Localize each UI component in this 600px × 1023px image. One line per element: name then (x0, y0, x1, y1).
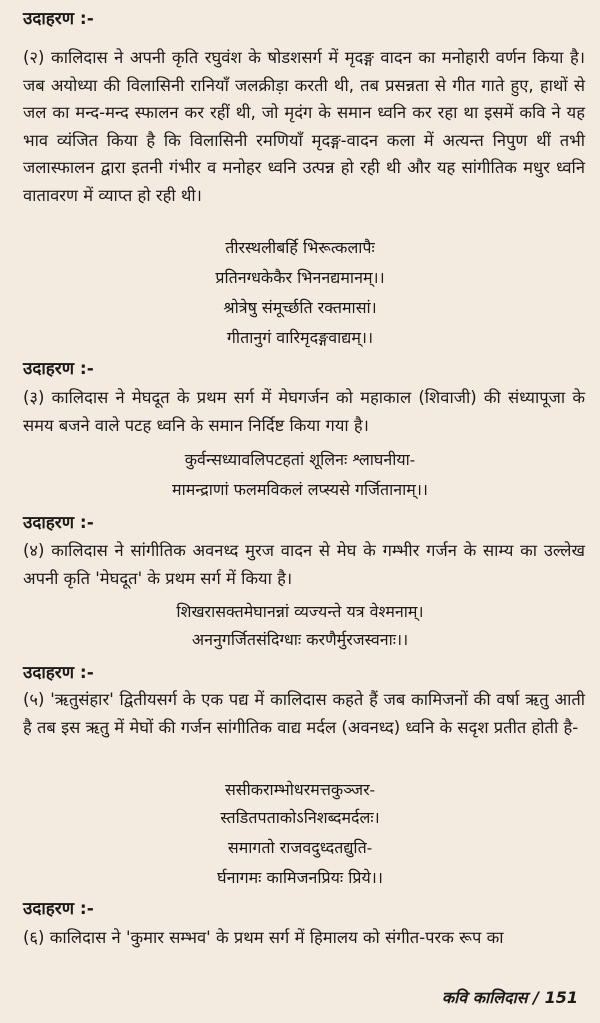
verse-line: र्घनागमः कामिजनप्रियः प्रिये।। (217, 868, 383, 887)
example-label: उदाहरण :- (23, 899, 94, 919)
example-2-paragraph: (२) कालिदास ने अपनी कृति रघुवंश के षोडशसर्ग में मृदङ्ग वादन का मनोहारी वर्णन किया है। जब अयोध्या की विलासिनी रानियाँ जलक्रीड़ा करती थी, तब प्रसन्नता से गीत गाते हुए, हाथों से जल का मन्द-मन्द स्फालन कर रहीं थी, जो मृदंग के समान ध्वनि कर रहा था इसमें कवि ने यह भाव व्यंजित किया है कि विलासिनी रमणियाँ मृदङ्ग-वादन कला में अत्यन्त निपुण थीं तभी जलास्फालन द्वारा इतनी गंभीर व मनोहर ध्वनि उत्पन्न हो रही थी और यह सांगीतिक मधुर ध्वनि वातावरण में व्याप्त हो रही थी। (23, 48, 585, 205)
verse-line: समागतो राजवदुध्दतद्युति- (227, 838, 373, 857)
verse-line: अननुगर्जितसंदिग्धाः करणैर्मुरजस्वनाः।। (191, 630, 409, 649)
verse-line: ससीकराम्भोधरमत्तकुञ्जर- (224, 780, 376, 799)
verse-line: स्तडितपताकोऽनिशब्दमर्दलः। (220, 808, 380, 827)
verse-line: शिखरासक्तमेघानन्नां व्यज्यन्ते यत्र वेश्मनाम्। (176, 602, 424, 621)
verse-line: तीरस्थलीबर्हि भिरूत्कलापैः (225, 238, 375, 257)
example-label: उदाहरण :- (23, 513, 94, 533)
example-label: उदाहरण :- (23, 359, 94, 379)
verse-line: श्रोत्रेषु संमूर्च्छति रक्तमासां। (223, 298, 377, 317)
example-3-paragraph: (३) कालिदास ने मेघदूत के प्रथम सर्ग में मेघगर्जन को महाकाल (शिवाजी) की संध्यापूजा के समय बजने वाले पटह ध्वनि के समान निर्दिष्ट किया गया है। (23, 388, 585, 435)
example-6-paragraph: (६) कालिदास ने 'कुमार सम्भव' के प्रथम सर्ग में हिमालय को संगीत-परक रूप का (23, 928, 504, 947)
example-label: उदाहरण :- (23, 9, 94, 29)
verse-line: मामन्द्राणां फलमविकलं लप्स्यसे गर्जितानाम्।। (172, 480, 428, 499)
verse-line: गीतानुगं वारिमृदङ्गवाद्यम्।। (226, 328, 374, 347)
example-4-paragraph: (४) कालिदास ने सांगीतिक अवनध्द मुरज वादन से मेघ के गम्भीर गर्जन के साम्य का उल्लेख अपनी कृति 'मेघदूत' के प्रथम सर्ग में किया है। (23, 541, 585, 588)
verse-line: प्रतिनग्धकेकैर भिननद्यमानम्।। (215, 268, 385, 287)
example-label: उदाहरण :- (23, 663, 94, 683)
verse-line: कुर्वन्सध्यावलिपटहतां शूलिनः श्लाघनीया- (184, 450, 416, 469)
example-5-paragraph: (५) 'ऋतुसंहार' द्वितीयसर्ग के एक पद्य में कालिदास कहते हैं जब कामिजनों की वर्षा ऋतु आती है तब इस ऋतु में मेघों की गर्जन सांगीतिक वाद्य मर्दल (अवनध्द) ध्वनि के सदृश प्रतीत होती है- (23, 690, 585, 737)
page-footer: कवि कालिदास / 151 (441, 988, 578, 1007)
